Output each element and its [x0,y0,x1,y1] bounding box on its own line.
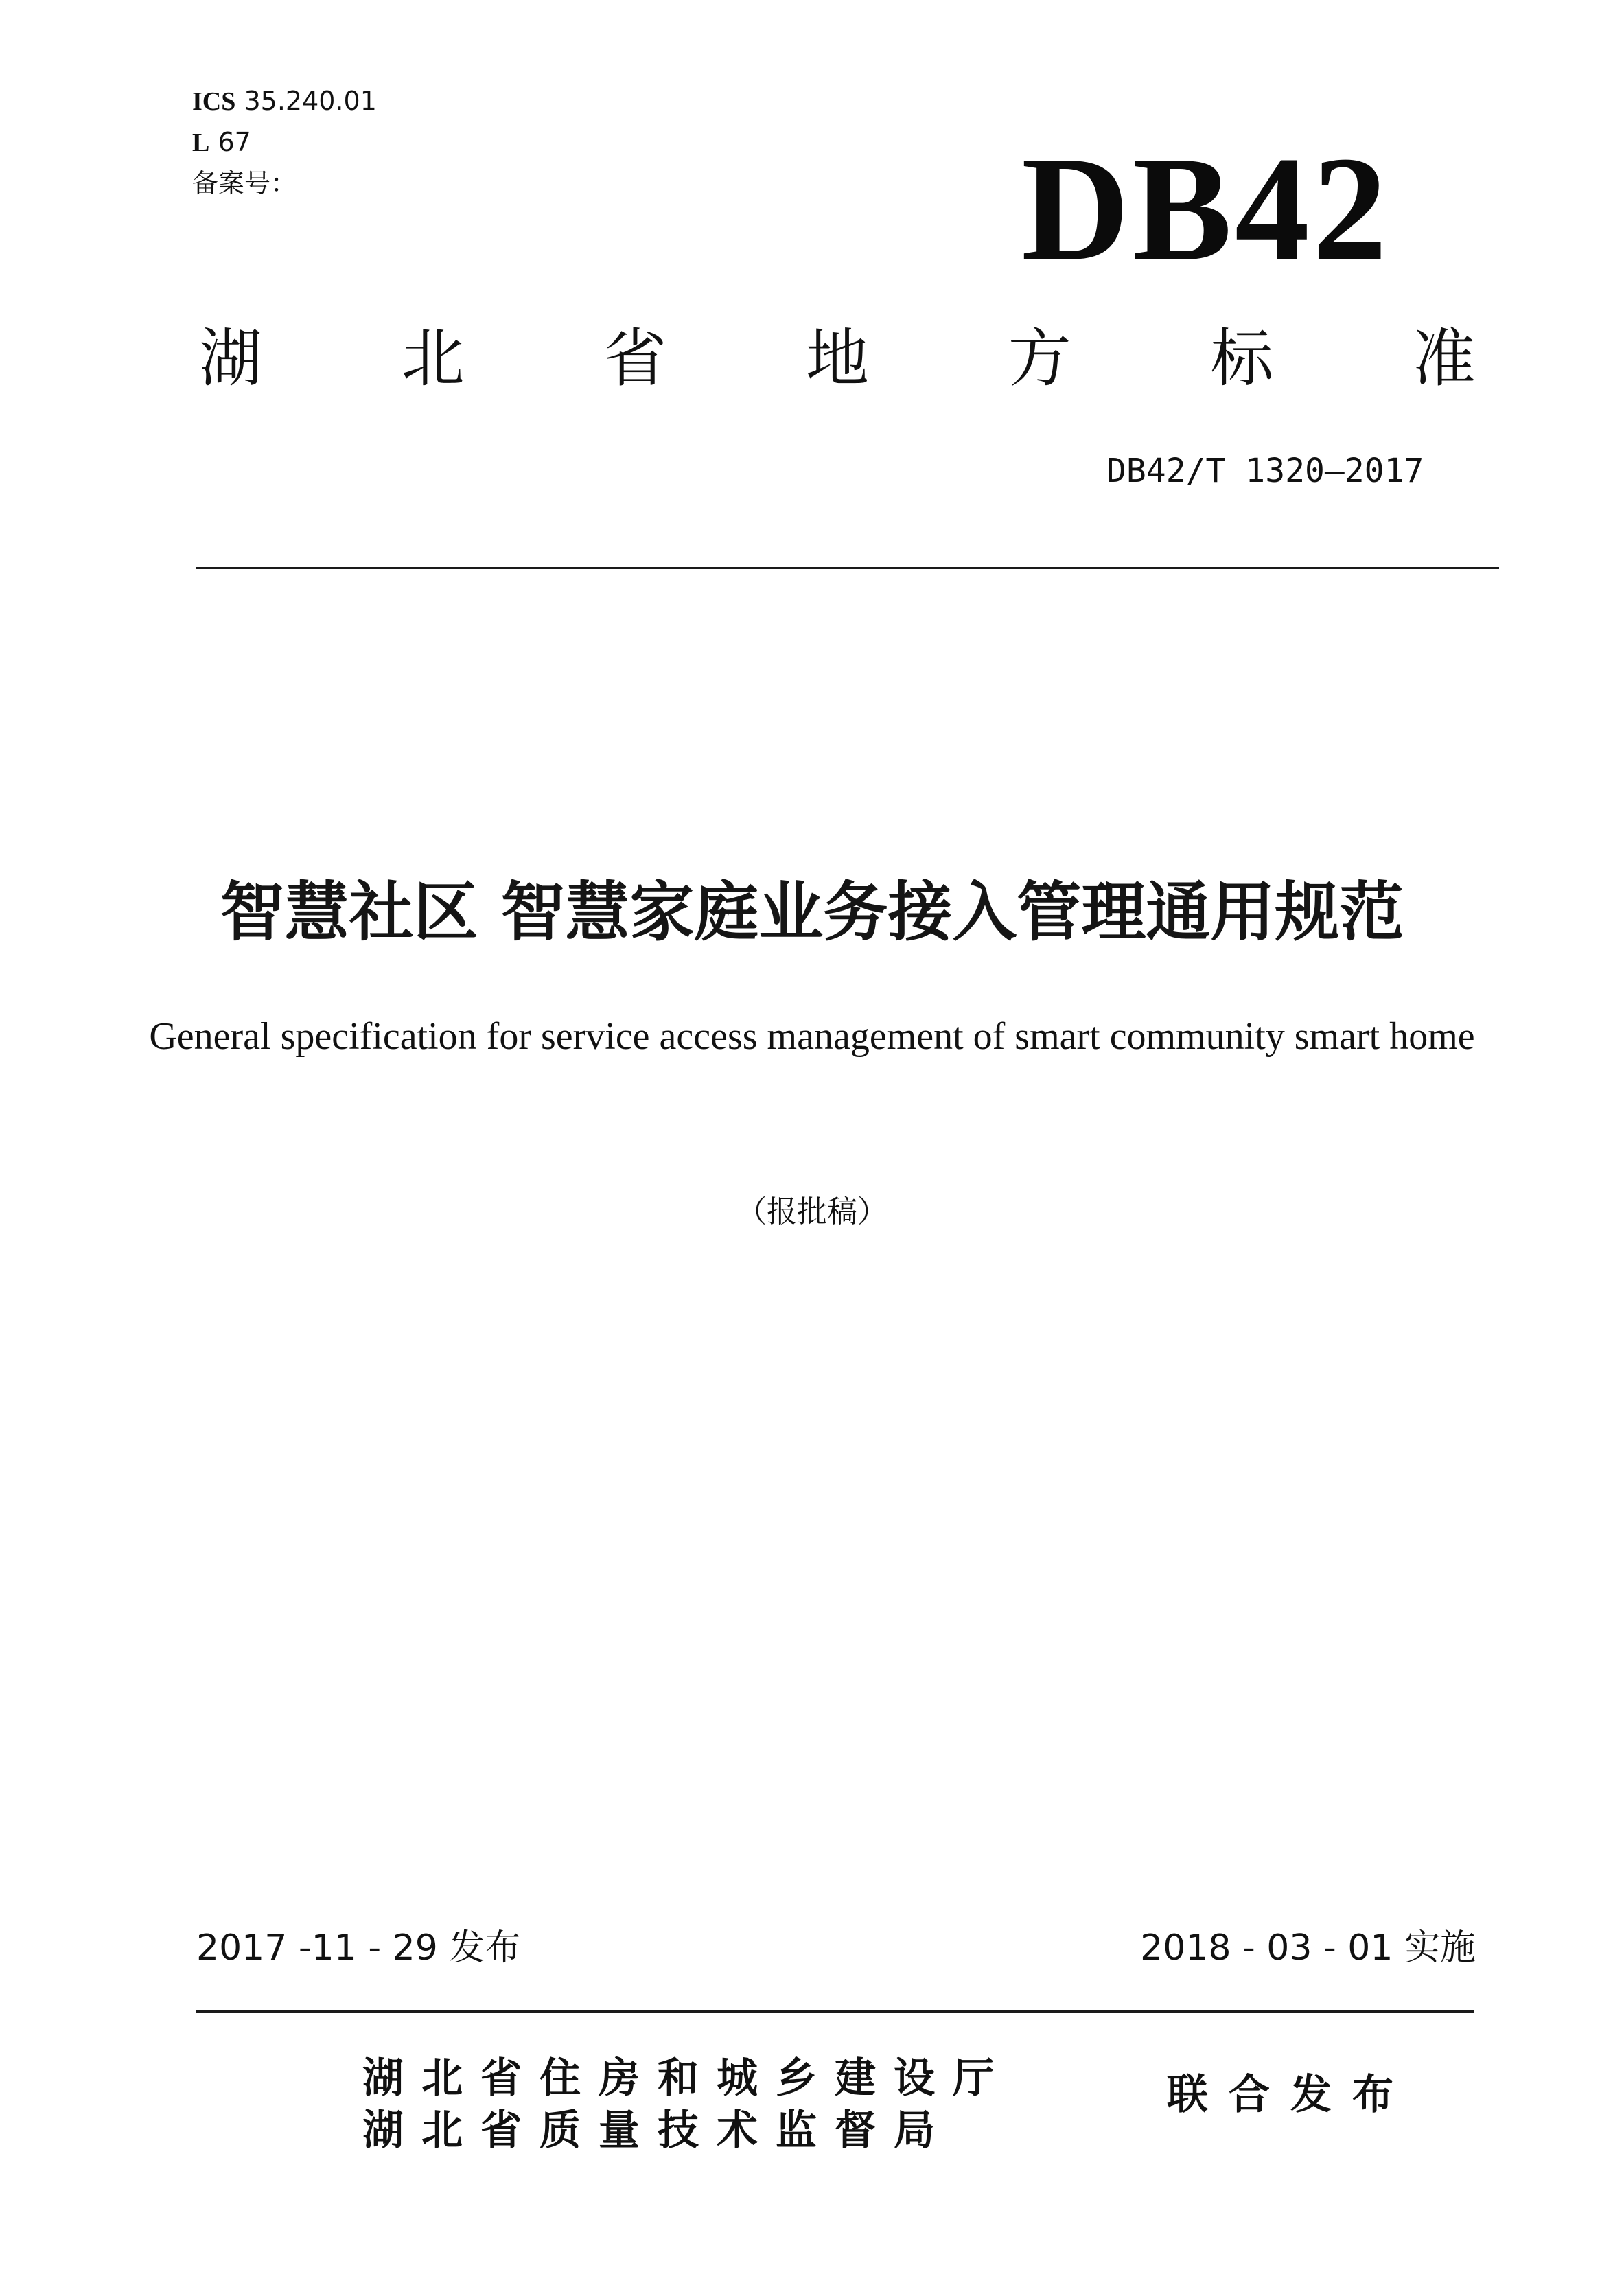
joint-release-label: 联合发布 [1167,2071,1414,2119]
ccs-code [192,129,251,156]
standard-type-char: 地 [805,322,869,395]
issue-date: 2017 -11 - 29 发布 [196,1927,521,1969]
ics-label: ICS [192,87,236,116]
standard-type-char: 方 [1008,322,1071,395]
draft-status: （报批稿） [736,1194,888,1229]
standard-type-char: 标 [1210,322,1274,395]
standard-type-heading [199,321,1476,397]
implementation-date: 2018 - 03 - 01 实施 [1140,1927,1476,1969]
ics-value: 35.240.01 [244,86,377,116]
issuer-housing-department: 湖北省住房和城乡建设厅 [362,2054,1012,2102]
record-number: 备案号： [192,168,297,198]
document-title: 智慧社区 智慧家庭业务接入管理通用规范 [220,875,1404,950]
footer-divider [196,2010,1474,2013]
standard-type-char: 湖 [199,322,263,395]
db42-logo: DB42 [1021,126,1390,292]
document-title-english: General specification for service access management of smart community smart home [149,1015,1475,1058]
issuer-quality-bureau: 湖北省质量技术监督局 [362,2107,953,2155]
header-divider [196,567,1499,569]
standard-type-char: 省 [603,322,667,395]
standard-type-char: 北 [401,322,465,395]
standard-type-char: 准 [1412,322,1476,395]
ccs-value: 67 [218,127,251,157]
standard-number: DB42/T 1320—2017 [1106,452,1424,490]
ics-code [192,88,377,115]
ccs-label: L [192,128,210,157]
